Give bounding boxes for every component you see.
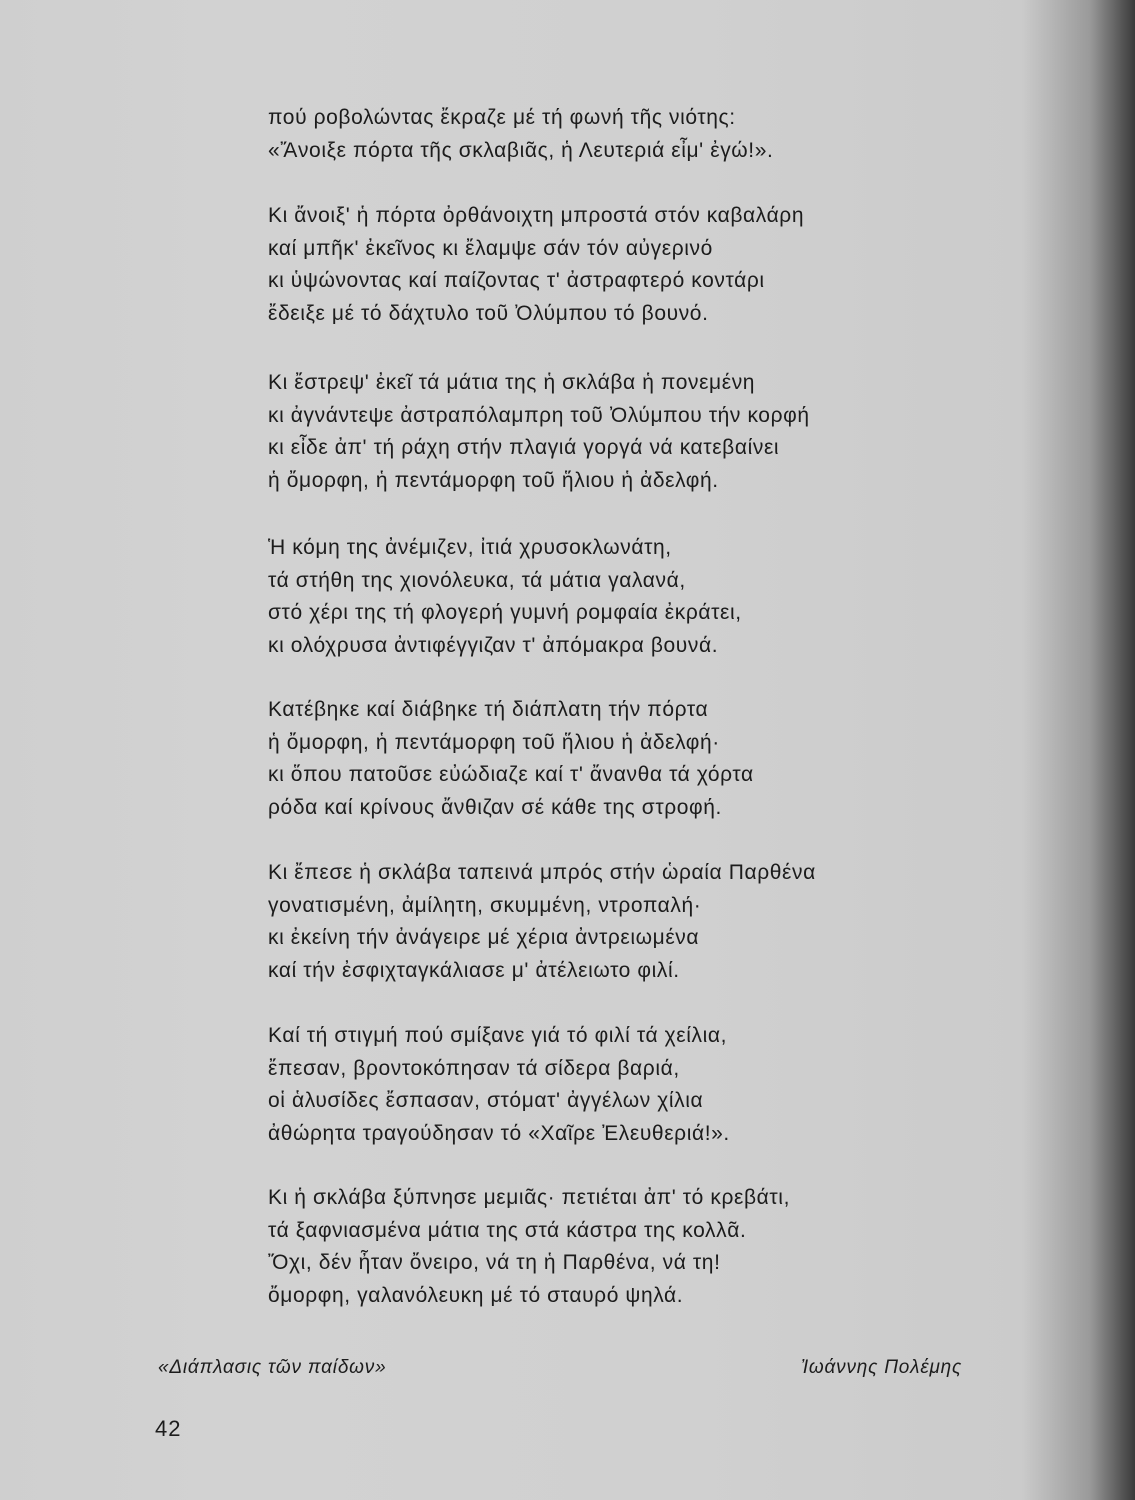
- poem-line: ἡ ὄμορφη, ἡ πεντάμορφη τοῦ ἥλιου ἡ ἀδελφή.: [268, 468, 719, 492]
- poem-line: Κατέβηκε καί διάβηκε τή διάπλατη τήν πόρτα: [268, 698, 709, 721]
- poem-line: ἡ ὄμορφη, ἡ πεντάμορφη τοῦ ἥλιου ἡ ἀδελφή·: [268, 730, 720, 754]
- poem-line: στό χέρι της τή φλογερή γυμνή ρομφαία ἐκράτει,: [268, 601, 742, 624]
- poem-line: τά ξαφνιασμένα μάτια της στά κάστρα της κολλᾶ.: [268, 1218, 747, 1242]
- stanza-1: [268, 102, 773, 167]
- poem-line: πού ροβολώντας ἔκραζε μέ τή φωνή τῆς νιότης:: [268, 106, 736, 129]
- stanza-7: [268, 1020, 730, 1150]
- stanza-3: [268, 367, 810, 497]
- page-number: 42: [155, 1416, 182, 1441]
- poem-line: Κι ἔπεσε ἡ σκλάβα ταπεινά μπρός στήν ὡραία Παρθένα: [268, 861, 816, 884]
- poem-line: ὄμορφη, γαλανόλευκη μέ τό σταυρό ψηλά.: [268, 1283, 684, 1307]
- poem-line: τά στήθη της χιονόλευκα, τά μάτια γαλανά,: [268, 568, 686, 592]
- poem-line: κι ολόχρυσα ἀντιφέγγιζαν τ' ἀπόμακρα βουνά.: [268, 633, 719, 657]
- poem-line: κι ὑψώνοντας καί παίζοντας τ' ἀστραφτερό κοντάρι: [268, 269, 765, 292]
- poem-line: Καί τή στιγμή πού σμίξανε γιά τό φιλί τά χείλια,: [268, 1024, 728, 1047]
- poem-line: Κι ἡ σκλάβα ξύπνησε μεμιᾶς· πετιέται ἀπ' τό κρεβάτι,: [268, 1186, 791, 1209]
- poem-line: κι ἀγνάντεψε ἀστραπόλαμπρη τοῦ Ὀλύμπου τήν κορφή: [268, 403, 810, 427]
- source-citation: «Διάπλασις τῶν παίδων»: [158, 1357, 387, 1378]
- poem-line: κι ὅπου πατοῦσε εὐώδιαζε καί τ' ἄνανθα τά χόρτα: [268, 763, 754, 786]
- poem-line: κι εἶδε ἀπ' τή ράχη στήν πλαγιά γοργά νά κατεβαίνει: [268, 436, 780, 459]
- poem-line: Κι ἔστρεψ' ἐκεῖ τά μάτια της ἡ σκλάβα ἡ πονεμένη: [268, 371, 756, 394]
- stanza-8: [268, 1182, 790, 1312]
- stanza-6: [268, 857, 816, 987]
- author-name: Ἰωάννης Πολέμης: [801, 1357, 963, 1378]
- stanza-5: [268, 694, 754, 824]
- poem-line: ἔπεσαν, βροντοκόπησαν τά σίδερα βαριά,: [268, 1056, 680, 1080]
- poem-line: «Ἄνοιξε πόρτα τῆς σκλαβιᾶς, ἡ Λευτεριά εἶμ' ἐγώ!».: [268, 138, 774, 162]
- stanza-4: [268, 532, 742, 662]
- poem-line: οἱ ἁλυσίδες ἔσπασαν, στόματ' ἀγγέλων χίλια: [268, 1089, 704, 1112]
- poem-line: ἔδειξε μέ τό δάχτυλο τοῦ Ὀλύμπου τό βουνό.: [268, 301, 709, 325]
- poem-line: κι ἐκείνη τήν ἀνάγειρε μέ χέρια ἀντρειωμένα: [268, 926, 700, 949]
- poem-line: καί μπῆκ' ἐκεῖνος κι ἔλαμψε σάν τόν αὐγερινό: [268, 236, 713, 260]
- poem-line: Ἡ κόμη της ἀνέμιζεν, ἰτιά χρυσοκλωνάτη,: [268, 536, 672, 559]
- poem-line: Κι ἄνοιξ' ἡ πόρτα ὀρθάνοιχτη μπροστά στόν καβαλάρη: [268, 204, 805, 227]
- poem-line: Ὄχι, δέν ἦταν ὄνειρο, νά τη ἡ Παρθένα, νά τη!: [268, 1251, 721, 1274]
- poem-line: ἀθώρητα τραγούδησαν τό «Χαῖρε Ἐλευθεριά!».: [268, 1121, 730, 1145]
- poem-line: γονατισμένη, ἀμίλητη, σκυμμένη, ντροπαλή·: [268, 893, 702, 917]
- poem-line: καί τήν ἐσφιχταγκάλιασε μ' ἀτέλειωτο φιλί.: [268, 958, 680, 982]
- poem-line: ρόδα καί κρίνους ἄνθιζαν σέ κάθε της στροφή.: [268, 795, 722, 819]
- stanza-2: [268, 200, 804, 330]
